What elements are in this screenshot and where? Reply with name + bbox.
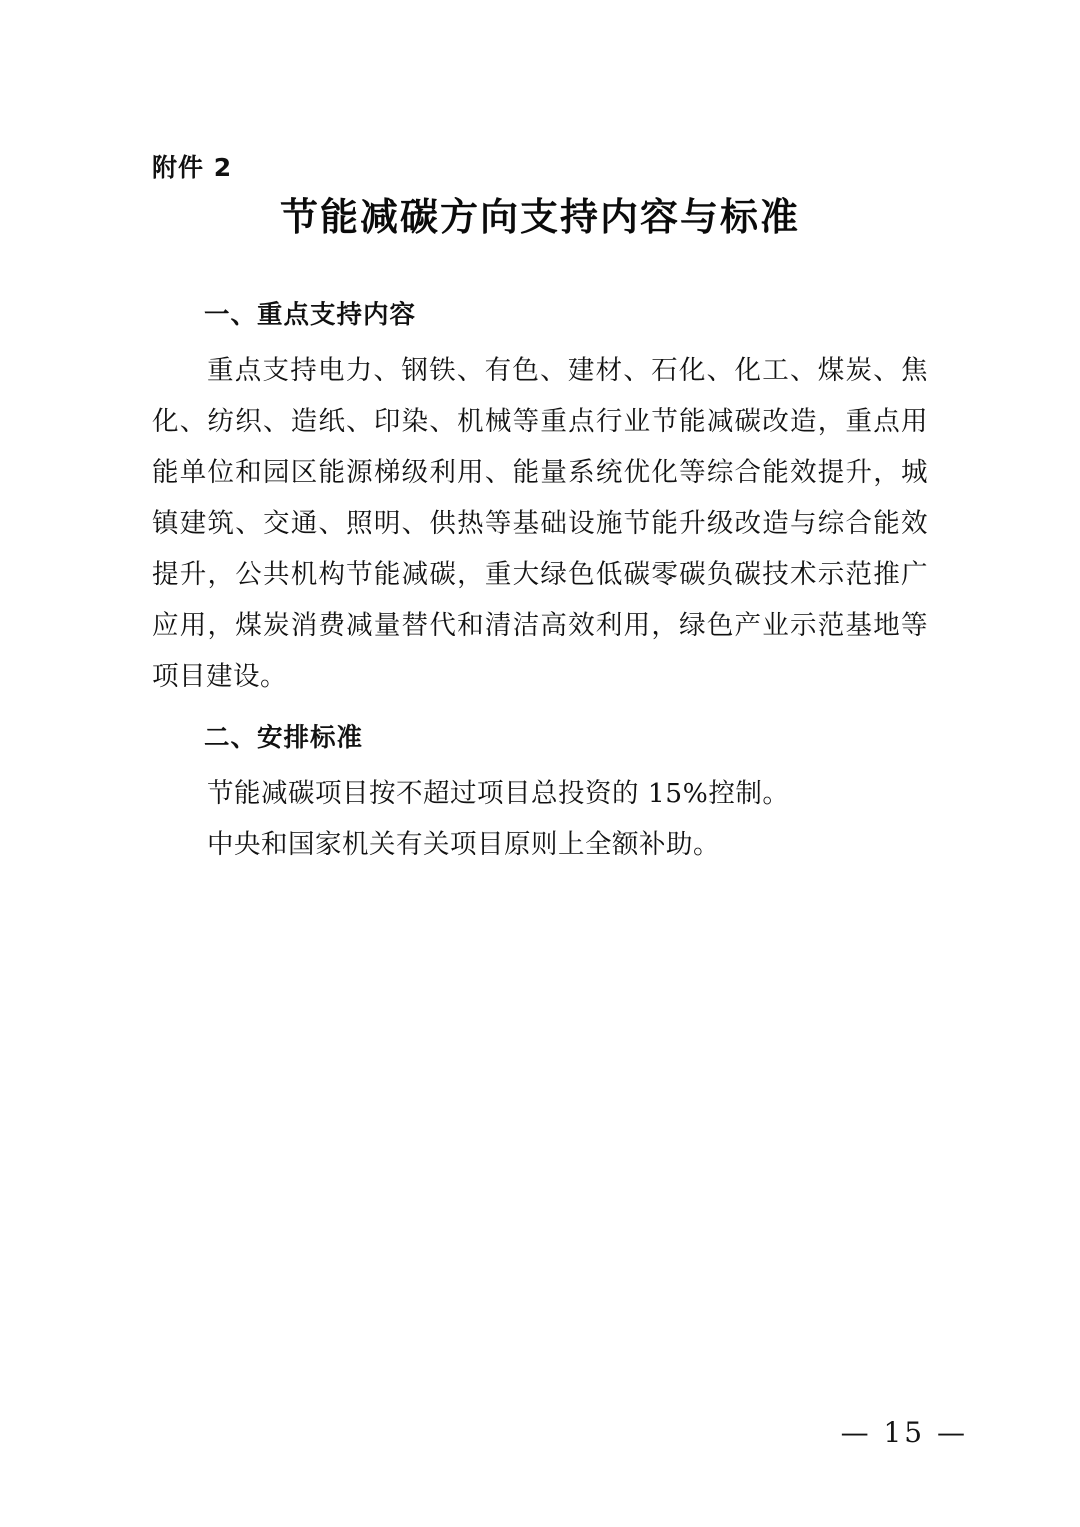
attachment-label: 附件 2 <box>152 153 233 182</box>
section-2-paragraph-1: 节能减碳项目按不超过项目总投资的 15%控制。 <box>207 778 790 809</box>
section-heading-2: 二、安排标准 <box>204 723 364 753</box>
section-1-paragraph-1: 重点支持电力、钢铁、有色、建材、石化、化工、煤炭、焦化、纺织、造纸、印染、机械等重点行业节能减碳改造，重点用能单位和园区能源梯级利用、能量系统优化等综合能效提升，城镇建筑、交通、照明、供热等基础设施节能升级改造与综合能效提升，公共机构节能减碳，重大绿色低碳零碳负碳技术示范推广应用，煤炭消费减量替代和清洁高效利用，绿色产业示范基地等项目建设。 <box>152 355 928 692</box>
section-2-paragraph-2: 中央和国家机关有关项目原则上全额补助。 <box>207 829 720 860</box>
section-heading-1: 一、重点支持内容 <box>204 300 417 330</box>
page-title: 节能减碳方向支持内容与标准 <box>279 194 800 239</box>
page-number: — 15 — <box>840 1416 968 1449</box>
document-body <box>152 295 928 870</box>
